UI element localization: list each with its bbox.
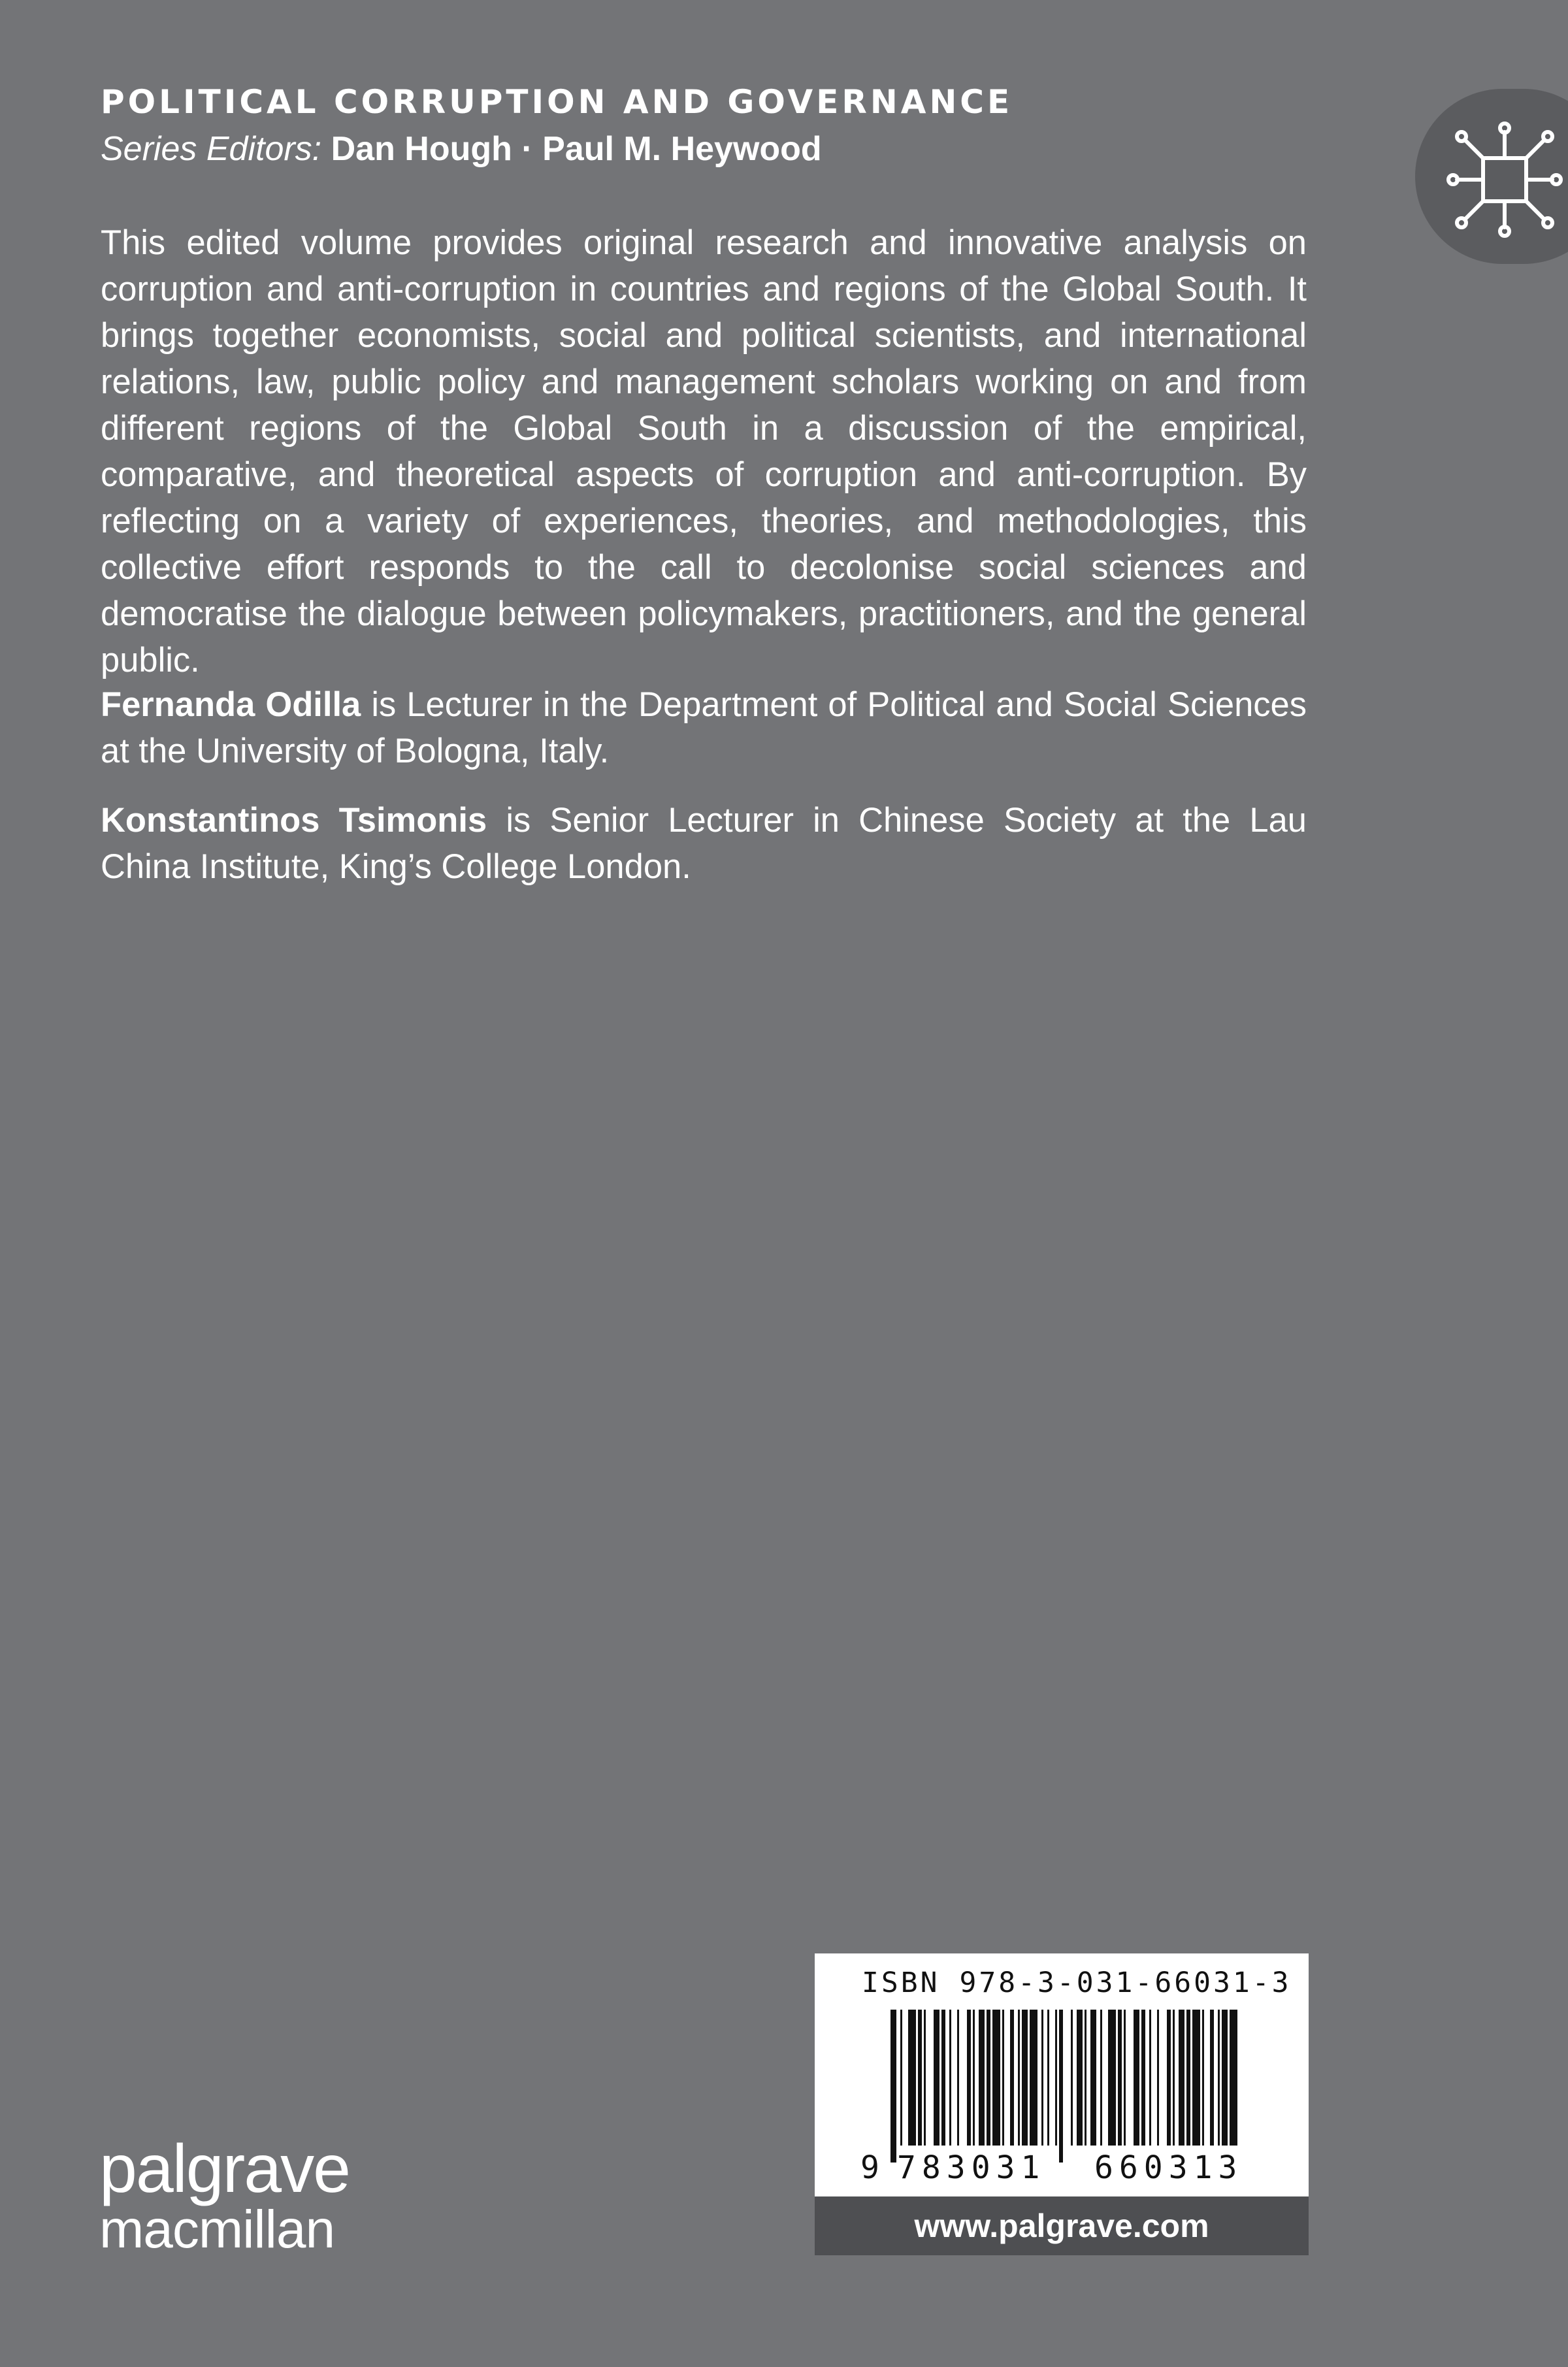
series-editors-label: Series Editors:	[101, 130, 322, 168]
barcode-right-digits: 660313	[1094, 2149, 1243, 2186]
series-editors	[101, 127, 1309, 171]
publisher-website: www.palgrave.com	[815, 2196, 1309, 2255]
editor-name: Konstantinos Tsimonis	[101, 801, 487, 840]
book-description: This edited volume provides original research and innovative analysis on corruption and anti-corruption in countries and regions of the Global South. It brings together economists, social and political scientists, and international relations, law, public policy and management scholars working on and from different regions of the Global South in a discussion of the empirical, comparative, and theoretical aspects of corruption and anti-corruption. By reflecting on a variety of experiences, theories, and methodologies, this collective effort responds to the call to decolonise social sciences and democratise the dialogue between policymakers, practitioners, and the general public.	[101, 223, 1307, 679]
series-header	[101, 77, 1309, 171]
series-editors-names: Dan Hough · Paul M. Heywood	[331, 130, 822, 168]
series-logo-tab	[1415, 89, 1568, 264]
editor-name: Fernanda Odilla	[101, 685, 361, 724]
editor-bio	[101, 797, 1307, 890]
series-title: POLITICAL CORRUPTION AND GOVERNANCE	[101, 83, 1013, 121]
barcode-left-digits: 783031	[897, 2149, 1046, 2186]
publisher-logo-line1: palgrave	[99, 2131, 350, 2207]
editor-bio-text: is Lecturer in the Department of Political and Social Sciences at the University of Bologna, Italy.	[101, 685, 1307, 770]
barcode-first-digit: 9	[860, 2149, 879, 2186]
publisher-logo-line2: macmillan	[99, 2200, 335, 2259]
editor-bio	[101, 681, 1307, 774]
isbn-label: ISBN 978-3-031-66031-3	[862, 1967, 1292, 1999]
editor-bio-text: is Senior Lecturer in Chinese Society at the Lau China Institute, King’s College London.	[101, 801, 1307, 886]
publisher-logo	[99, 2131, 350, 2259]
circuit-snowflake-icon	[1443, 118, 1567, 242]
